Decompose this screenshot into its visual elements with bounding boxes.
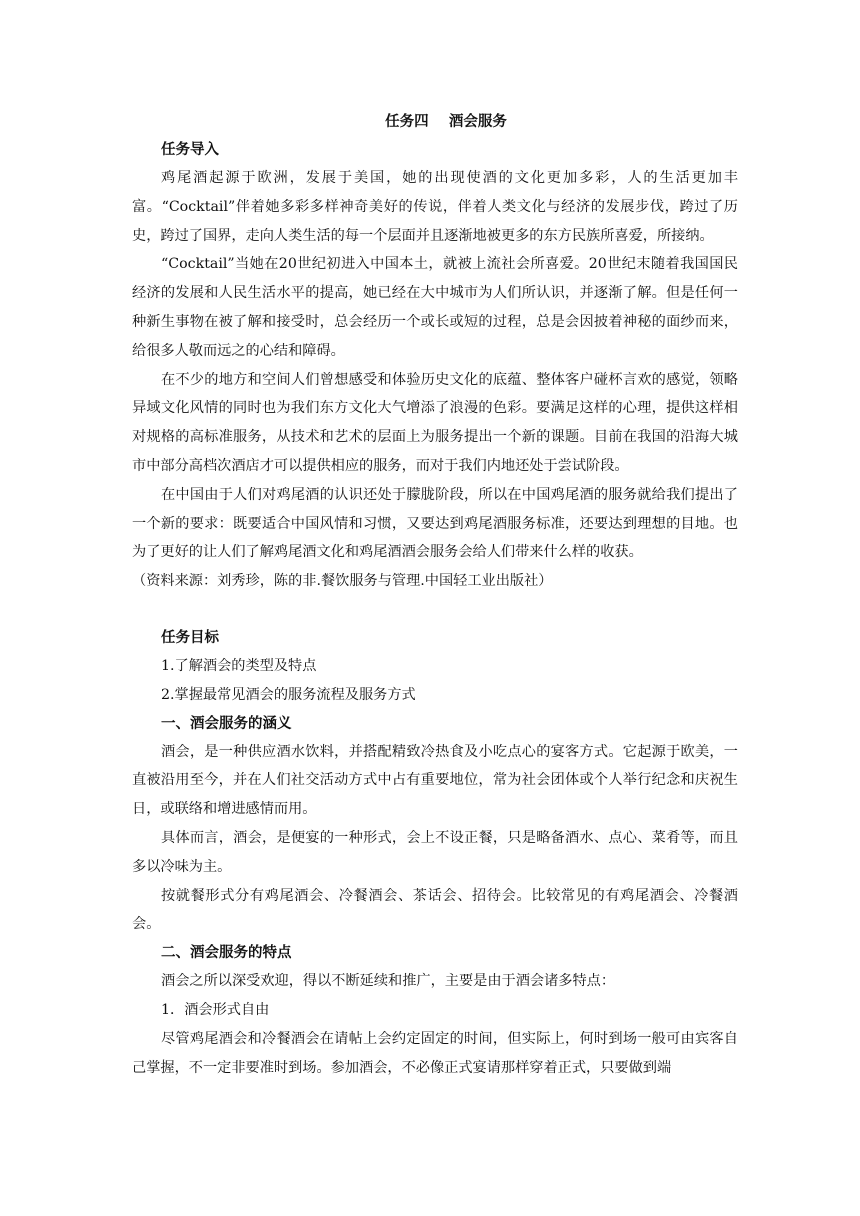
document-title: 任务四 酒会服务 — [385, 114, 507, 130]
section-2-item-1-text: 尽管鸡尾酒会和冷餐酒会在请帖上会约定固定的时间，但实际上，何时到场一般可由宾客自己掌握，不一定非要准时到场。参加酒会，不必像正式宴请那样穿着正式，只要做到端 — [132, 1030, 738, 1076]
section-1-paragraph-2: 具体而言，酒会，是便宴的一种形式，会上不设正餐，只是略备酒水、点心、菜肴等，而且多以冷味为主。 — [132, 829, 738, 875]
document-page — [132, 108, 738, 1082]
source-note: （资料来源：刘秀珍，陈的非.餐饮服务与管理.中国轻工业出版社） — [132, 573, 553, 590]
section-2-item-1: 1．酒会形式自由 — [161, 1001, 270, 1018]
section-1-paragraph-3: 按就餐形式分有鸡尾酒会、冷餐酒会、茶话会、招待会。比较常见的有鸡尾酒会、冷餐酒会。 — [132, 887, 738, 933]
section-2-heading: 二、酒会服务的特点 — [161, 945, 292, 962]
section-2-intro: 酒会之所以深受欢迎，得以不断延续和推广，主要是由于酒会诸多特点： — [161, 973, 616, 990]
goal-item-2: 2.掌握最常见酒会的服务流程及服务方式 — [161, 686, 416, 703]
intro-paragraph-4: 在中国由于人们对鸡尾酒的认识还处于朦胧阶段，所以在中国鸡尾酒的服务就给我们提出了一个新的要求：既要适合中国风情和习惯，又要达到鸡尾酒服务标准，还要达到理想的目地。也为了更好的让人们了解鸡尾酒文化和鸡尾酒酒会服务会给人们带来什么样的收获。 — [132, 486, 738, 561]
intro-paragraph-3: 在不少的地方和空间人们曾想感受和体验历史文化的底蕴、整体客户碰杯言欢的感觉，领略异域文化风情的同时也为我们东方文化大气增添了浪漫的色彩。要满足这样的心理，提供这样相对规格的高标准服务，从技术和艺术的层面上为服务提出一个新的课题。目前在我国的沿海大城市中部分高档次酒店才可以提供相应的服务，而对于我们内地还处于尝试阶段。 — [132, 371, 738, 474]
intro-paragraph-2: “Cocktail”当她在20世纪初进入中国本土，就被上流社会所喜爱。20世纪末随着我国国民经济的发展和人民生活水平的提高，她已经在大中城市为人们所认识，并逐渐了解。但是任何一种新生事物在被了解和接受时，总会经历一个或长或短的过程，总是会因披着神秘的面纱而来，给很多人敬而远之的心结和障碍。 — [132, 256, 738, 359]
intro-paragraph-1: 鸡尾酒起源于欧洲，发展于美国，她的出现使酒的文化更加多彩，人的生活更加丰富。“Cocktail”伴着她多彩多样神奇美好的传说，伴着人类文化与经济的发展步伐，跨过了历史，跨过了国界，走向人类生活的每一个层面并且逐渐地被更多的东方民族所喜爱，所接纳。 — [132, 170, 738, 244]
intro-heading: 任务导入 — [161, 142, 219, 158]
goal-item-1: 1.了解酒会的类型及特点 — [161, 657, 317, 674]
section-1-paragraph-1: 酒会，是一种供应酒水饮料，并搭配精致冷热食及小吃点心的宴客方式。它起源于欧美，一直被沿用至今，并在人们社交活动方式中占有重要地位，常为社会团体或个人举行纪念和庆祝生日，或联络和增进感情而用。 — [132, 743, 738, 818]
spacer — [132, 596, 738, 624]
section-1-heading: 一、酒会服务的涵义 — [161, 715, 292, 732]
goals-heading: 任务目标 — [161, 629, 219, 646]
